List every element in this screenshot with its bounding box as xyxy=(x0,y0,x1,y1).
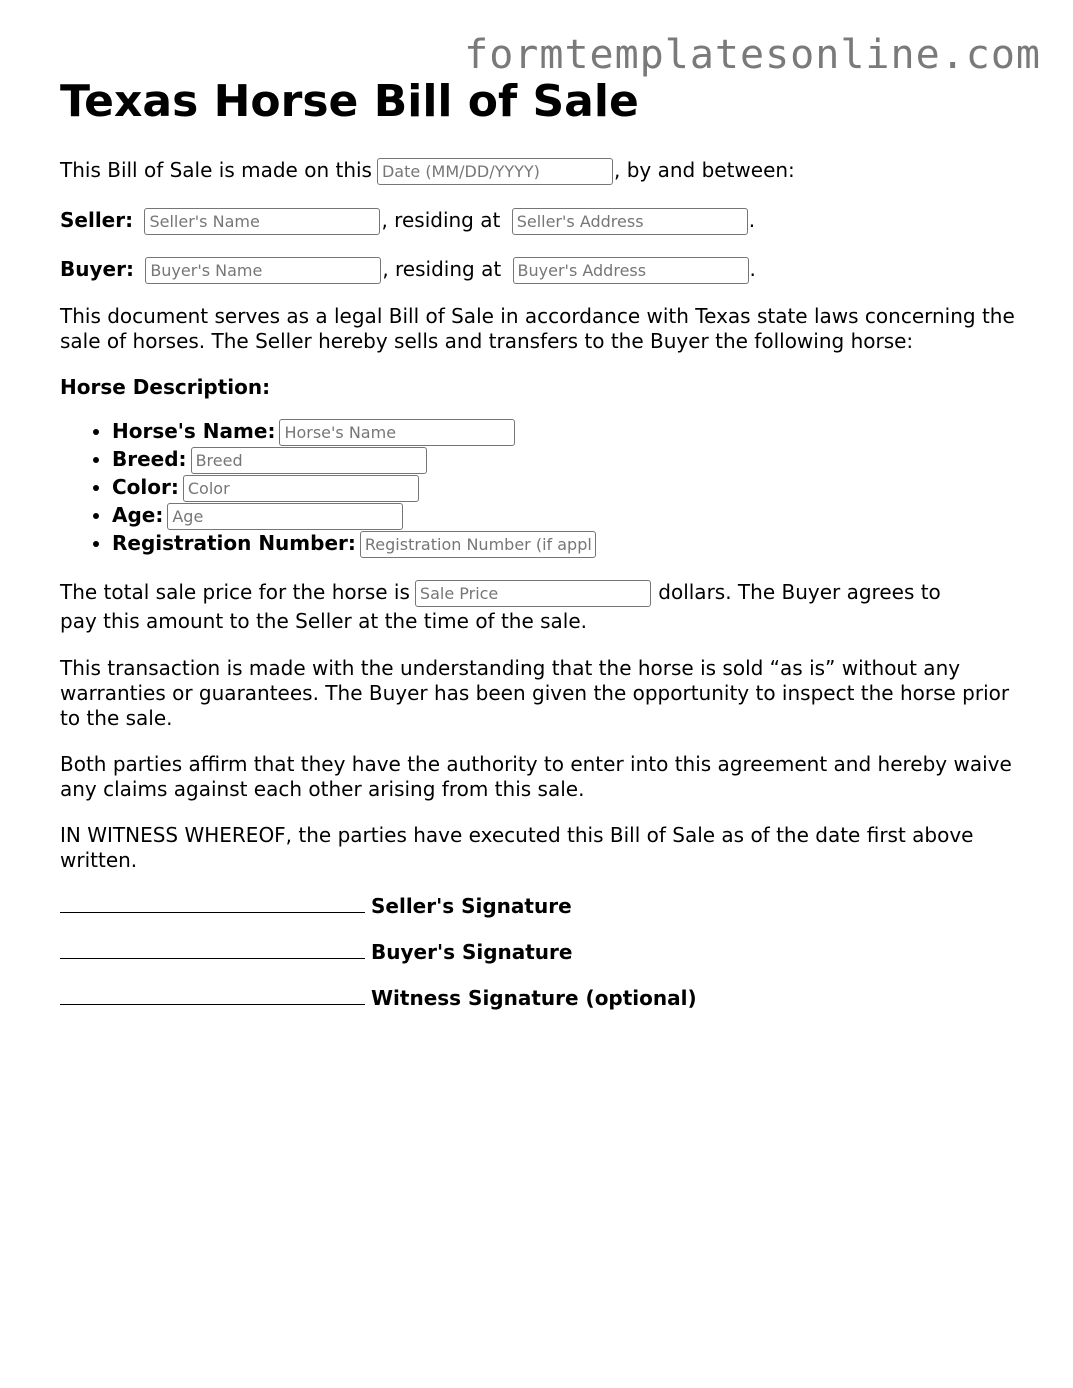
price-after-text: dollars. The Buyer agrees to xyxy=(658,580,941,604)
age-label: Age: xyxy=(112,503,164,527)
sale-price-input[interactable] xyxy=(415,580,651,607)
seller-signature-label: Seller's Signature xyxy=(371,894,572,918)
signature-line[interactable] xyxy=(60,986,365,1005)
intro-text: This Bill of Sale is made on this xyxy=(60,158,372,182)
buyer-signature-label: Buyer's Signature xyxy=(371,940,573,964)
buyer-address-input[interactable] xyxy=(513,257,749,284)
horse-description-heading: Horse Description: xyxy=(60,375,271,399)
buyer-signature-line xyxy=(60,940,1020,965)
color-input[interactable] xyxy=(183,475,419,502)
registration-number-input[interactable] xyxy=(360,531,596,558)
signature-line[interactable] xyxy=(60,940,365,959)
as-is-paragraph: This transaction is made with the understanding that the horse is sold “as is” without any warranties or guarantees. The Buyer has been given the opportunity to inspect the horse prior to the sale. xyxy=(60,656,1010,730)
horse-description-list xyxy=(60,418,1020,558)
buyer-residing-text: , residing at xyxy=(382,257,502,281)
registration-number-label: Registration Number: xyxy=(112,531,356,555)
buyer-line xyxy=(60,255,1020,284)
seller-signature-line xyxy=(60,894,1020,919)
seller-address-input[interactable] xyxy=(512,208,748,235)
price-line2-text: pay this amount to the Seller at the time of the sale. xyxy=(60,609,588,633)
list-item-breed xyxy=(112,446,1020,474)
color-label: Color: xyxy=(112,475,179,499)
buyer-label: Buyer: xyxy=(60,257,134,281)
breed-input[interactable] xyxy=(191,447,427,474)
seller-name-input[interactable] xyxy=(144,208,380,235)
legal-paragraph: This document serves as a legal Bill of Sale in accordance with Texas state laws concerning the sale of horses. The Seller hereby sells and transfers to the Buyer the following horse: xyxy=(60,304,1015,353)
seller-line xyxy=(60,206,1020,235)
buyer-name-input[interactable] xyxy=(145,257,381,284)
age-input[interactable] xyxy=(167,503,403,530)
buyer-end-period: . xyxy=(749,257,756,281)
seller-end-period: . xyxy=(748,208,756,232)
affirm-paragraph: Both parties affirm that they have the authority to enter into this agreement and hereby waive any claims against each other arising from this sale. xyxy=(60,752,1012,801)
seller-label: Seller: xyxy=(60,208,134,232)
witness-paragraph: IN WITNESS WHEREOF, the parties have executed this Bill of Sale as of the date first above written. xyxy=(60,823,974,872)
intro-after-text: , by and between: xyxy=(613,158,795,182)
seller-residing-text: , residing at xyxy=(381,208,501,232)
date-input[interactable] xyxy=(377,158,613,185)
list-item-horse-name xyxy=(112,418,1020,446)
sale-price-paragraph xyxy=(60,578,1020,635)
page-title: Texas Horse Bill of Sale xyxy=(60,76,639,127)
price-before-text: The total sale price for the horse is xyxy=(60,580,410,604)
horse-name-input[interactable] xyxy=(279,419,515,446)
witness-signature-line xyxy=(60,986,1020,1011)
intro-line xyxy=(60,156,1020,185)
watermark: formtemplatesonline.com xyxy=(464,32,1041,78)
signature-line[interactable] xyxy=(60,894,365,913)
list-item-age xyxy=(112,502,1020,530)
horse-name-label: Horse's Name: xyxy=(112,419,276,443)
witness-signature-label: Witness Signature (optional) xyxy=(371,986,697,1010)
breed-label: Breed: xyxy=(112,447,187,471)
list-item-registration-number xyxy=(112,530,1020,558)
bill-of-sale-form xyxy=(60,74,1020,1011)
list-item-color xyxy=(112,474,1020,502)
